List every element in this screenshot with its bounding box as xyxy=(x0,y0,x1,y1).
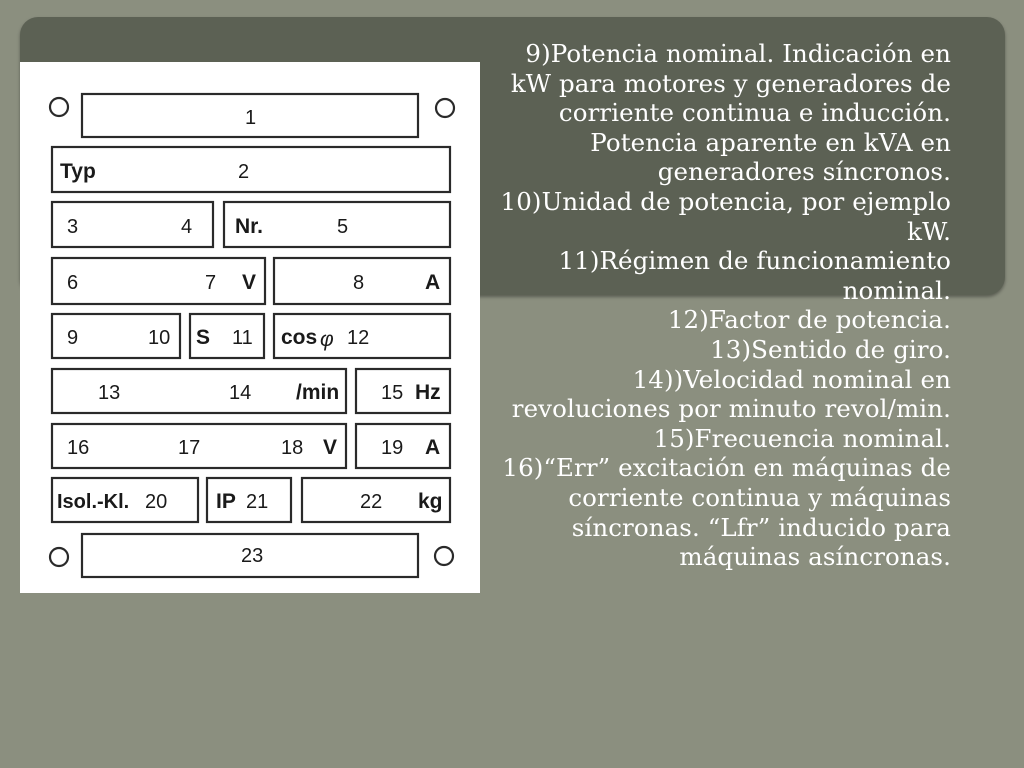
mount-hole-top-right xyxy=(436,99,454,117)
label-19: 19 xyxy=(381,437,404,459)
label-18: 18 xyxy=(281,437,304,459)
paragraph-11: 11)Régimen de funcionamiento nominal. xyxy=(558,246,951,305)
label-typ: Typ xyxy=(60,160,96,183)
paragraph-13: 13)Sentido de giro. xyxy=(710,334,951,364)
label-5: 5 xyxy=(337,216,349,238)
label-isol: Isol.-Kl. xyxy=(57,491,130,513)
paragraph-16: 16)“Err” excitación en máquinas de corriente continua y máquinas síncronas. “Lfr” inducido para máquinas asíncronas. xyxy=(502,453,951,572)
label-v-row4: V xyxy=(242,271,257,294)
label-cos: cos xyxy=(281,326,318,349)
field-6-7 xyxy=(52,258,265,304)
field-2 xyxy=(52,147,450,192)
label-7: 7 xyxy=(205,272,217,294)
nameplate-diagram xyxy=(20,62,480,593)
label-3: 3 xyxy=(67,216,79,238)
paragraph-14: 14))Velocidad nominal en revoluciones por minuto revol/min. xyxy=(511,364,951,424)
paragraph-12: 12)Factor de potencia. xyxy=(667,305,951,335)
label-14: 14 xyxy=(229,382,252,404)
label-a-row7: A xyxy=(425,436,441,459)
label-nr: Nr. xyxy=(235,215,264,238)
mount-hole-bottom-left xyxy=(50,548,68,566)
description-text xyxy=(481,39,951,572)
label-15: 15 xyxy=(381,382,404,404)
label-a-row4: A xyxy=(425,271,441,294)
label-8: 8 xyxy=(353,272,365,294)
label-v-row7: V xyxy=(323,436,338,459)
label-4: 4 xyxy=(181,216,193,238)
mount-hole-bottom-right xyxy=(435,547,453,565)
label-ip: IP xyxy=(216,490,236,513)
label-s: S xyxy=(196,326,211,349)
label-hz: Hz xyxy=(415,381,441,404)
label-6: 6 xyxy=(67,272,79,294)
paragraph-9: 9)Potencia nominal. Indicación en kW para motores y generadores de corriente continua e inducción. Potencia aparente en kVA en generadores síncronos. xyxy=(510,39,951,187)
label-21: 21 xyxy=(246,491,269,513)
label-13: 13 xyxy=(98,382,121,404)
label-kg: kg xyxy=(418,490,443,513)
label-17: 17 xyxy=(178,437,201,459)
label-20: 20 xyxy=(145,491,168,513)
label-22: 22 xyxy=(360,491,383,513)
label-16: 16 xyxy=(67,437,90,459)
paragraph-10: 10)Unidad de potencia, por ejemplo kW. xyxy=(500,186,951,246)
label-23: 23 xyxy=(241,545,264,567)
label-min: /min xyxy=(296,381,340,404)
label-12: 12 xyxy=(347,327,370,349)
paragraph-15: 15)Frecuencia nominal. xyxy=(653,423,951,453)
mount-hole-top-left xyxy=(50,98,68,116)
label-2: 2 xyxy=(238,161,250,183)
label-11: 11 xyxy=(232,327,253,349)
label-9: 9 xyxy=(67,327,79,349)
label-1: 1 xyxy=(245,107,257,129)
nameplate-svg xyxy=(20,62,480,593)
label-10: 10 xyxy=(148,327,171,349)
label-phi: φ xyxy=(320,328,334,351)
